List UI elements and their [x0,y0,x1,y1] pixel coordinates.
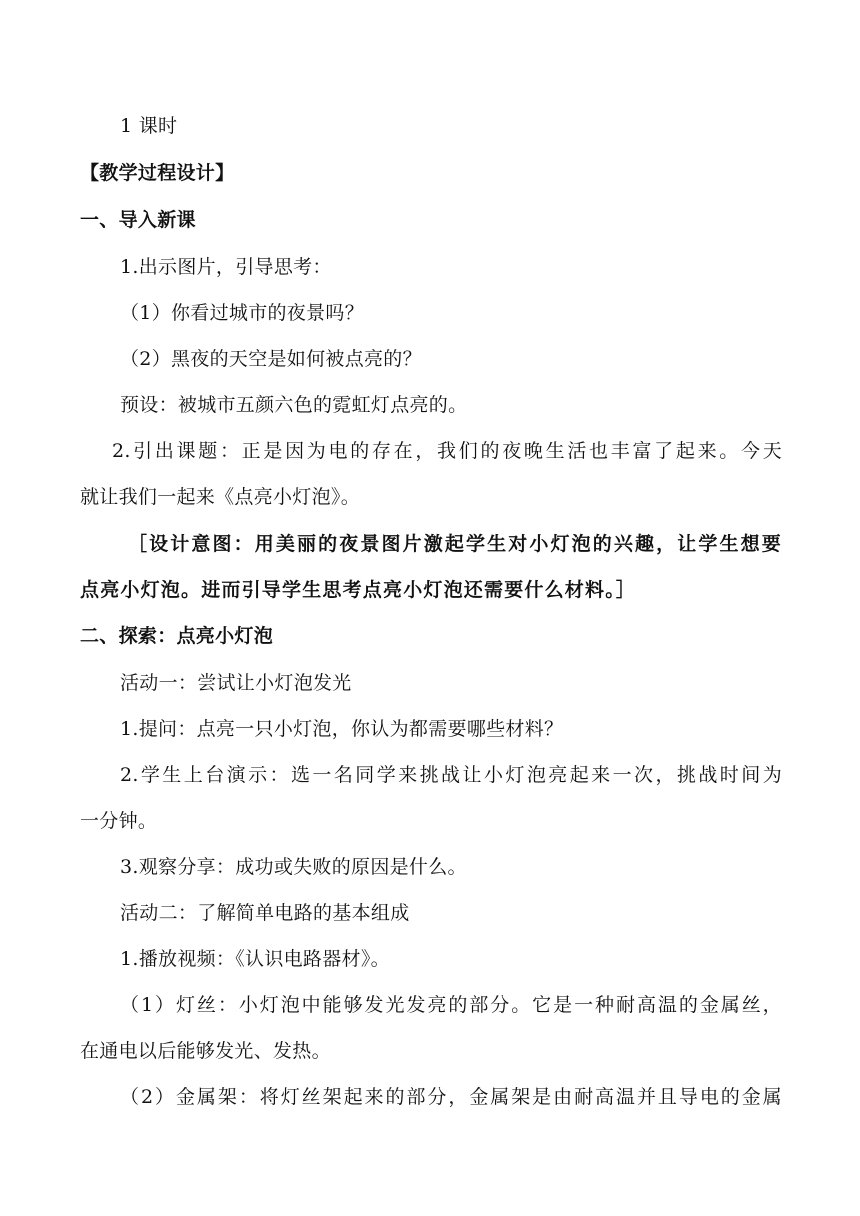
section-title: 【教学过程设计】 [80,162,235,184]
part1-preset: 预设：被城市五颜六色的霓虹灯点亮的。 [120,394,468,416]
activity2-title: 活动二：了解简单电路的基本组成 [120,902,410,924]
lesson-hours: 1 课时 [120,115,178,137]
design-intent-line1: ［设计意图：用美丽的夜景图片激起学生对小灯泡的兴趣，让学生想要 [128,533,782,555]
part1-step1: 1.出示图片，引导思考： [120,256,332,278]
part2-title: 二、探索：点亮小灯泡 [80,625,274,647]
activity1-step2-line2: 一分钟。 [80,810,158,832]
part1-step2-line1: 2.引出课题：正是因为电的存在，我们的夜晚生活也丰富了起来。今天 [112,440,782,462]
part1-question2: （2）黑夜的天空是如何被点亮的？ [120,348,422,370]
activity2-step1: 1.播放视频：《认识电路器材》。 [120,948,390,970]
part1-step2-line2: 就让我们一起来《点亮小灯泡》。 [80,486,361,508]
filament-line1: （1）灯丝：小灯泡中能够发光发亮的部分。它是一种耐高温的金属丝， [120,994,782,1016]
metal-frame-line1: （2）金属架：将灯丝架起来的部分，金属架是由耐高温并且导电的金属 [120,1086,782,1108]
part1-title: 一、导入新课 [80,209,196,231]
activity1-step1: 1.提问：点亮一只小灯泡，你认为都需要哪些材料？ [120,718,564,740]
activity1-step3: 3.观察分享：成功或失败的原因是什么。 [120,856,467,878]
part1-question1: （1）你看过城市的夜景吗？ [120,302,364,324]
activity1-step2-line1: 2.学生上台演示：选一名同学来挑战让小灯泡亮起来一次，挑战时间为 [120,764,782,786]
activity1-title: 活动一：尝试让小灯泡发光 [120,672,352,694]
design-intent-line2: 点亮小灯泡。进而引导学生思考点亮小灯泡还需要什么材料。］ [80,579,637,601]
filament-line2: 在通电以后能够发光、发热。 [80,1040,331,1062]
